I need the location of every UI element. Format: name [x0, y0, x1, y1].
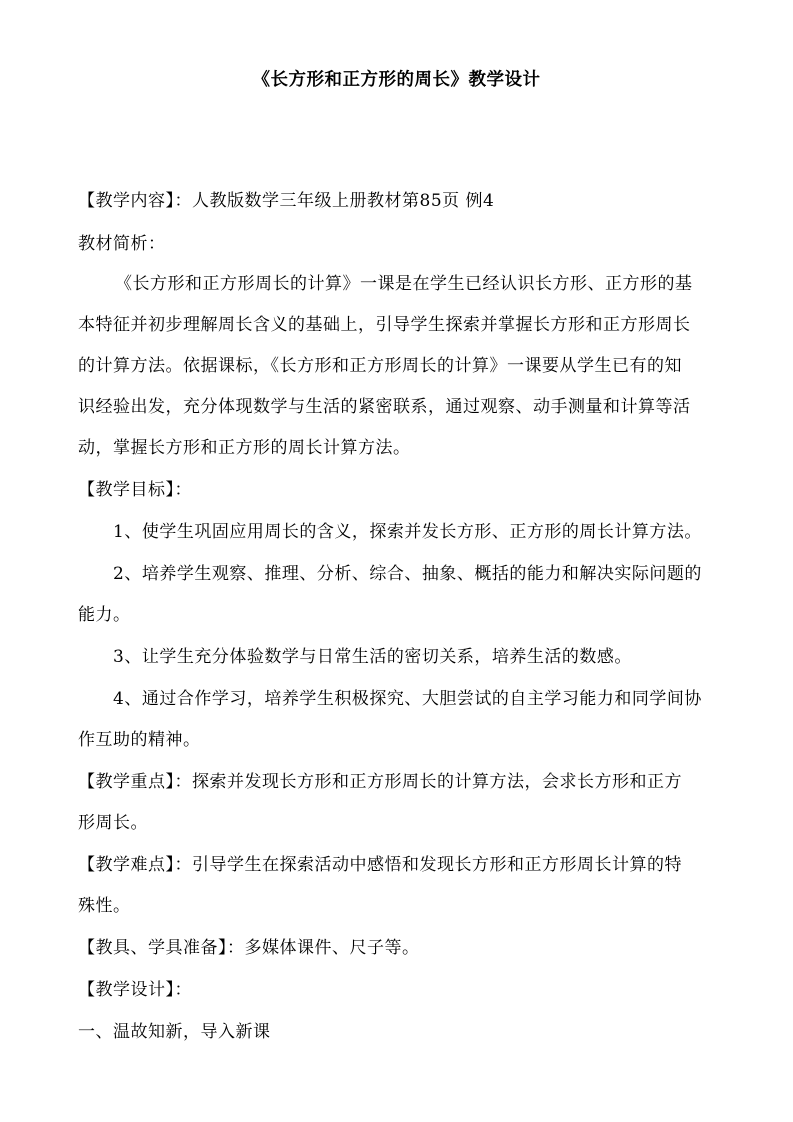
goal-2-line-2: 能力。: [78, 605, 131, 625]
goal-3: 3、让学生充分体验数学与日常生活的密切关系，培养生活的数感。: [113, 647, 632, 667]
key-point-line-2: 形周长。: [78, 813, 148, 833]
section-1-heading: 一、温故知新，导入新课: [78, 1022, 271, 1042]
key-point-line-1: 【教学重点】：探索并发现长方形和正方形周长的计算方法，会求长方形和正方: [78, 772, 682, 792]
goal-1: 1、使学生巩固应用周长的含义，探索并发长方形、正方形的周长计算方法。: [113, 522, 702, 542]
analysis-line-3: 的计算方法。依据课标，《长方形和正方形周长的计算》一课要从学生已有的知: [78, 356, 682, 376]
analysis-heading: 教材简析：: [78, 234, 166, 254]
goal-2-line-1: 2、培养学生观察、推理、分析、综合、抽象、概括的能力和解决实际问题的: [113, 564, 702, 584]
goal-4-line-1: 4、通过合作学习，培养学生积极探究、大胆尝试的自主学习能力和同学间协: [113, 689, 702, 709]
difficulty-line-2: 殊性。: [78, 896, 131, 916]
goal-4-line-2: 作互助的精神。: [78, 730, 201, 750]
design-heading: 【教学设计】：: [78, 980, 192, 1000]
goals-heading: 【教学目标】：: [78, 480, 192, 500]
analysis-line-2: 本特征并初步理解周长含义的基础上，引导学生探索并掌握长方形和正方形周长: [78, 315, 691, 335]
tools-line: 【教具、学具准备】：多媒体课件、尺子等。: [78, 938, 420, 958]
document-title: 《长方形和正方形的周长》教学设计: [252, 70, 541, 90]
analysis-line-1: 《长方形和正方形周长的计算》一课是在学生已经认识长方形、正方形的基: [115, 274, 693, 294]
analysis-line-5: 动，掌握长方形和正方形的周长计算方法。: [78, 438, 411, 458]
analysis-line-4: 识经验出发，充分体现数学与生活的紧密联系，通过观察、动手测量和计算等活: [78, 397, 691, 417]
content-line: 【教学内容】：人教版数学三年级上册教材第85页 例4: [78, 191, 495, 211]
difficulty-line-1: 【教学难点】：引导学生在探索活动中感悟和发现长方形和正方形周长计算的特: [78, 855, 682, 875]
